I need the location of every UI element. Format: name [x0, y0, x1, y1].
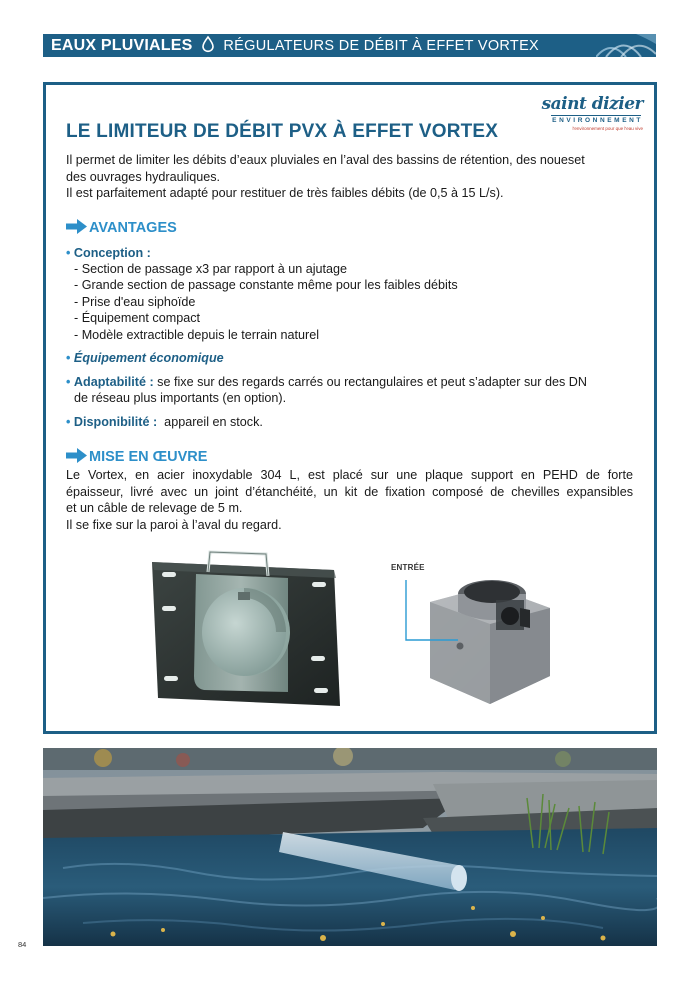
paragraph-line: et un câble de relevage de 5 m.	[66, 501, 243, 515]
stormwater-photo	[43, 748, 657, 946]
logo-subtitle: ENVIRONNEMENT	[552, 117, 643, 124]
disponibilite-label: Disponibilité :	[73, 415, 158, 429]
logo-tagline: l'environnement pour que l'eau vive	[572, 126, 643, 131]
economique-label: Équipement économique	[73, 351, 224, 365]
list-item: - Modèle extractible depuis le terrain naturel	[74, 328, 320, 342]
logo-name: saint dizier	[541, 94, 643, 114]
avantages-heading	[66, 219, 177, 236]
list-item: - Équipement compact	[74, 311, 200, 325]
list-item: - Section de passage x3 par rapport à un ajutage	[74, 262, 348, 276]
logo-divider	[551, 115, 641, 116]
vortex-limiter-image	[148, 548, 344, 708]
saint-dizier-logo	[541, 94, 643, 134]
header-text	[51, 34, 539, 57]
bullet-adaptabilite: • Adaptabilité : se fixe sur des regards carrés ou rectangulaires et peut s’adapter sur des DN	[66, 375, 587, 389]
header-bar	[43, 34, 656, 57]
bullet-disponibilite: • Disponibilité : appareil en stock.	[66, 415, 263, 429]
paragraph-line: Il se fixe sur la paroi à l’aval du regard.	[66, 517, 282, 532]
page-number: 84	[18, 940, 27, 949]
page-title: LE LIMITEUR DE DÉBIT PVX À EFFET VORTEX	[66, 121, 499, 142]
intro-line: des ouvrages hydrauliques.	[66, 169, 221, 184]
bullet-conception: • Conception :	[66, 246, 151, 260]
header-subsection: RÉGULATEURS DE DÉBIT À EFFET VORTEX	[223, 38, 540, 54]
mise-en-oeuvre-heading	[66, 448, 207, 465]
arrow-right-icon	[66, 448, 87, 463]
arrow-right-icon	[66, 219, 87, 234]
intro-line: Il est parfaitement adapté pour restituer de très faibles débits (de 0,5 à 15 L/s).	[66, 186, 504, 200]
adaptabilite-text: se fixe sur des regards carrés ou rectangulaires et peut s’adapter sur des DN	[153, 375, 587, 389]
water-drop-icon	[200, 35, 216, 53]
list-item: - Grande section de passage constante même pour les faibles débits	[74, 278, 458, 292]
adaptabilite-continuation: de réseau plus importants (en option).	[74, 391, 287, 405]
mise-en-oeuvre-paragraph	[66, 467, 633, 533]
bullet-economique: • Équipement économique	[66, 351, 224, 365]
inlet-label: ENTRÉE	[391, 563, 425, 572]
paragraph-line: Le Vortex, en acier inoxydable 304 L, est placé sur une plaque support en PEHD de forte	[66, 468, 633, 482]
paragraph-line: épaisseur, livré avec un joint d’étanchéité, un kit de fixation composé de chevilles expansibles	[66, 484, 633, 499]
adaptabilite-label: Adaptabilité :	[73, 375, 154, 389]
list-item: - Prise d'eau siphoïde	[74, 295, 196, 309]
disponibilite-text: appareil en stock.	[157, 415, 263, 429]
installation-diagram	[380, 558, 570, 708]
header-section: EAUX PLUVIALES	[51, 37, 193, 54]
avantages-heading-text: AVANTAGES	[89, 220, 177, 236]
conception-label: Conception :	[73, 246, 151, 260]
intro-paragraph	[66, 152, 638, 202]
mise-en-oeuvre-heading-text: MISE EN ŒUVRE	[89, 449, 208, 465]
water-pattern-decoration	[596, 34, 656, 57]
intro-line: Il permet de limiter les débits d’eaux pluviales en l’aval des bassins de rétention, des noueset	[66, 153, 585, 167]
